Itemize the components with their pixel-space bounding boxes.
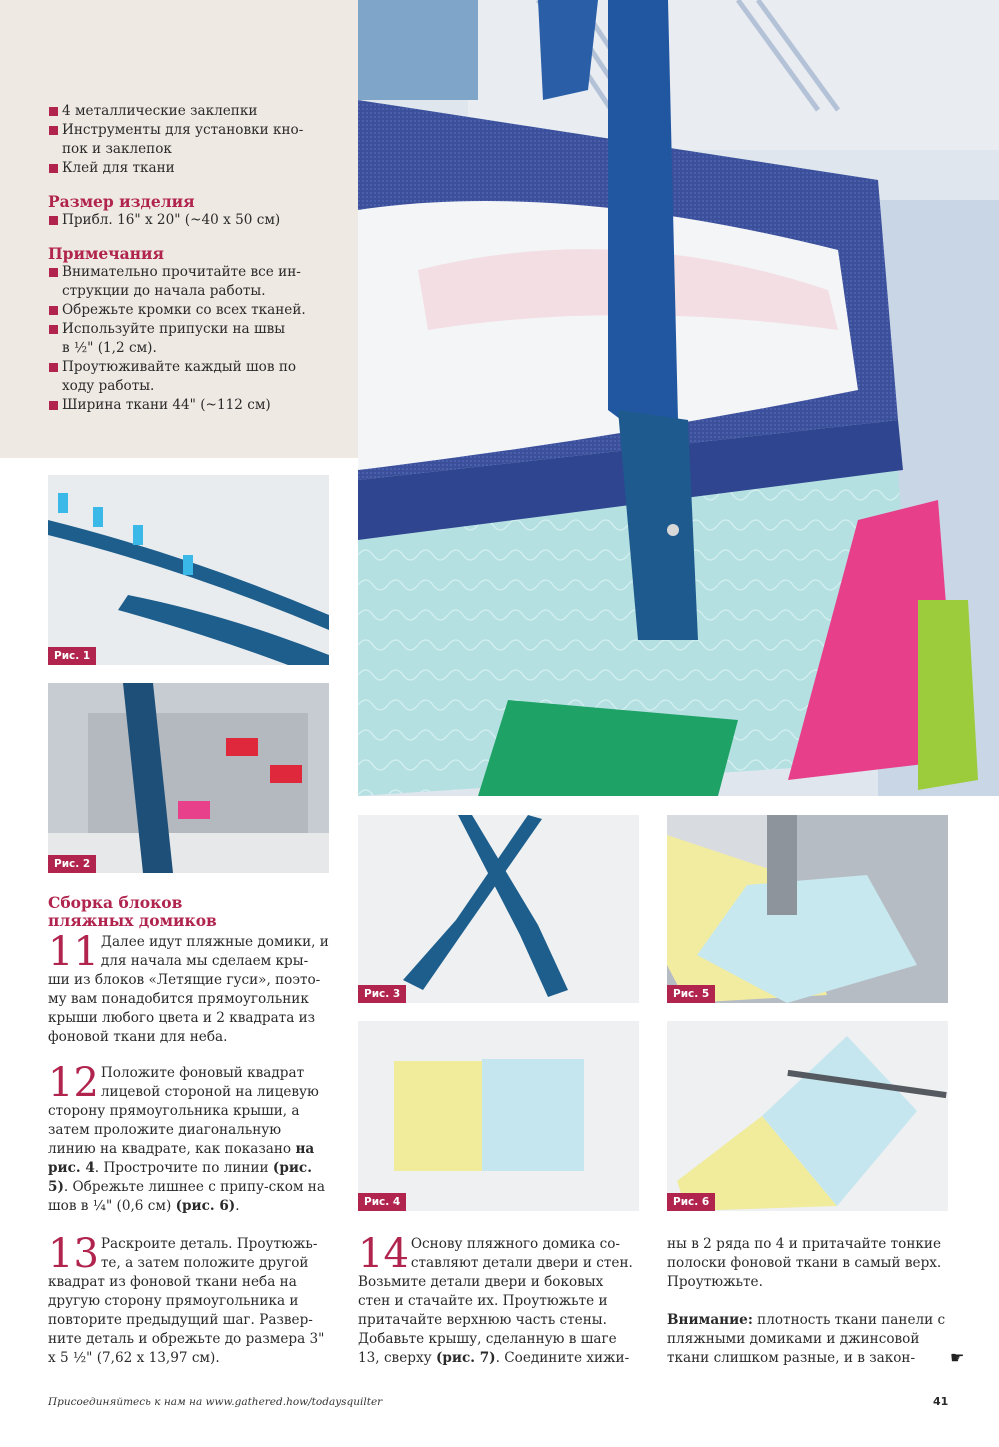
crossed-straps-illustration [358, 815, 639, 1003]
square-on-rectangle-illustration [358, 1021, 639, 1211]
size-item: Прибл. 16" х 20" (~40 х 50 см) [48, 211, 348, 230]
material-item: 4 металлические заклепки [48, 102, 348, 121]
step-12 [48, 1060, 329, 1216]
step-number: 11 [48, 929, 99, 975]
step-text: . Соедините хижи- [495, 1350, 630, 1366]
section-title: Сборка блоков пляжных домиков [48, 893, 217, 930]
step-number: 14 [358, 1231, 409, 1277]
figure-6-photo [667, 1021, 948, 1211]
note-label: Внимание: [667, 1312, 753, 1328]
step-text: . Прострочите по линии [94, 1160, 273, 1176]
figure-5-caption: Рис. 5 [667, 985, 715, 1003]
figure-reference: на рис. 4 [48, 1141, 315, 1176]
sewing-machine-illustration [48, 683, 329, 873]
step-text: Положите фоновый квадрат лицевой стороной на лицевую сторону прямоугольника крыши, а затем проложите диагональную линию на квадрате, как показано [48, 1065, 319, 1157]
step-14 [358, 1231, 639, 1368]
figure-5-photo [667, 815, 948, 1003]
sewing-square-illustration [667, 815, 948, 1003]
size-heading: Размер изделия [48, 192, 195, 211]
step-text: Основу пляжного домика со-ставляют детали двери и стен. Возьмите детали двери и боковых стен и стачайте их. Проутюжьте и притачайте верхнюю часть стены. Добавьте крышу, сделанную в шаге 13, сверху [358, 1236, 633, 1366]
step-text: ны в 2 ряда по 4 и притачайте тонкие полоски фоновой ткани в самый верх. Проутюжьте. [667, 1236, 942, 1290]
figure-2-photo [48, 683, 329, 873]
step-11 [48, 929, 329, 1047]
note-item: Внимательно прочитайте все ин- струкции до начала работы. [48, 263, 348, 301]
figure-1-caption: Рис. 1 [48, 647, 96, 665]
trimming-illustration [667, 1021, 948, 1211]
hero-bag-photo [358, 0, 999, 796]
page-number: 41 [933, 1395, 949, 1408]
step-text: Далее идут пляжные домики, и для начала мы сделаем кры-ши из блоков «Летящие гуси», поэто-му вам понадобится прямоугольник крыши любого цвета и 2 квадрата из фоновой ткани для неба. [48, 934, 329, 1045]
attention-note [667, 1311, 948, 1368]
figure-3-photo [358, 815, 639, 1003]
note-item: Используйте припуски на швы в ½" (1,2 см). [48, 320, 348, 358]
pointing-hand-icon: ☛ [950, 1348, 965, 1367]
note-item: Проутюживайте каждый шов по ходу работы. [48, 358, 348, 396]
step-number: 13 [48, 1231, 99, 1277]
note-item: Обрежьте кромки со всех тканей. [48, 301, 348, 320]
note-text: плотность ткани панели с пляжными домиками и джинсовой ткани слишком разные, и в закон- [667, 1312, 946, 1366]
step-14-continued [667, 1235, 948, 1368]
figure-4-caption: Рис. 4 [358, 1193, 406, 1211]
figure-4-photo [358, 1021, 639, 1211]
figure-reference: (рис. 7) [435, 1350, 496, 1366]
strap-clips-illustration [48, 475, 329, 665]
figure-1-photo [48, 475, 329, 665]
step-13 [48, 1231, 329, 1368]
step-text: Раскроите деталь. Проутюжь-те, а затем положите другой квадрат из фоновой ткани неба на другую сторону прямоугольника и повторите предыдущий шаг. Развер-ните деталь и обрежьте до размера 3" х 5 ½" (7,62 х 13,97 см). [48, 1236, 325, 1366]
step-number: 12 [48, 1060, 99, 1106]
material-item: Клей для ткани [48, 159, 348, 178]
material-item: Инструменты для установки кно- пок и заклепок [48, 121, 348, 159]
bag-illustration [358, 0, 999, 796]
figure-reference: (рис. 5) [48, 1160, 312, 1195]
figure-6-caption: Рис. 6 [667, 1193, 715, 1211]
info-panel [0, 0, 358, 458]
figure-reference: (рис. 6) [175, 1198, 236, 1214]
figure-3-caption: Рис. 3 [358, 985, 406, 1003]
step-text: . Обрежьте лишнее с припу-ском на шов в ¼" (0,6 см) [48, 1179, 325, 1214]
note-item: Ширина ткани 44" (~112 см) [48, 396, 348, 415]
figure-2-caption: Рис. 2 [48, 855, 96, 873]
notes-heading: Примечания [48, 244, 164, 263]
footer-link-text: Присоединяйтесь к нам на www.gathered.how/todaysquilter [48, 1396, 383, 1408]
info-content [48, 102, 348, 415]
step-text: . [235, 1198, 240, 1214]
